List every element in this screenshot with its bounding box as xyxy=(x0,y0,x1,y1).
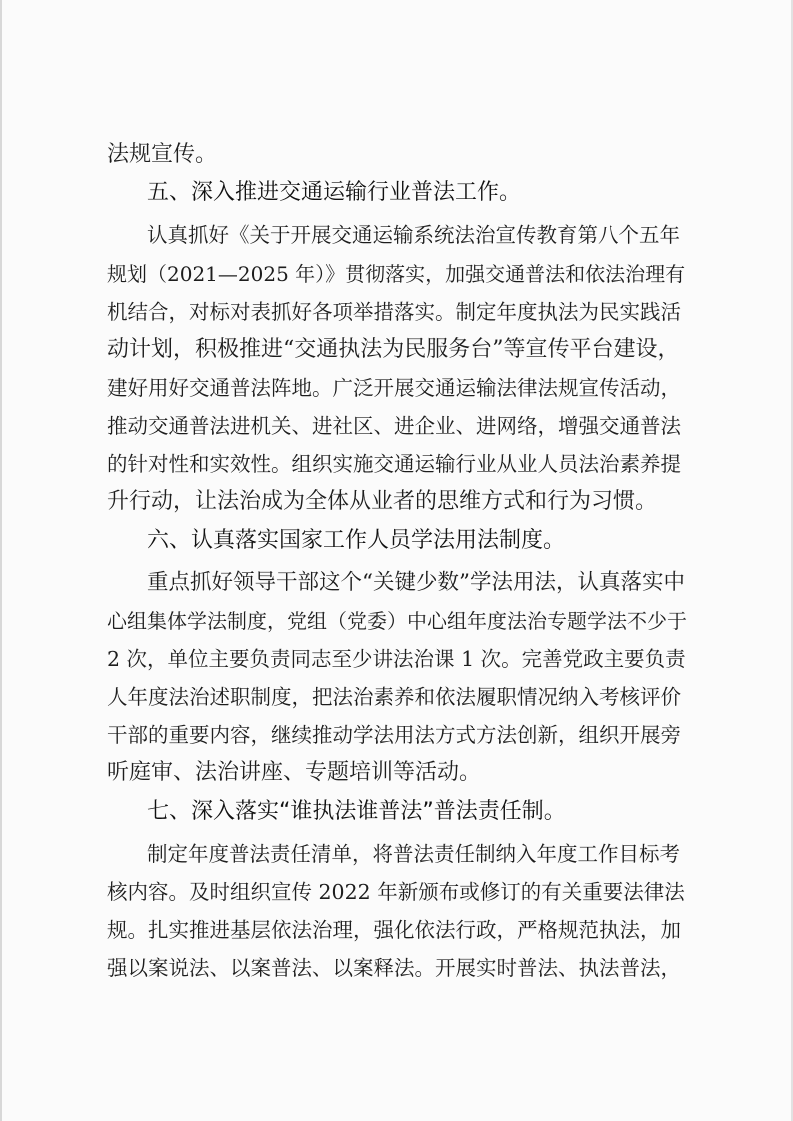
paragraph-line: 建好用好交通普法阵地。广泛开展交通运输法律法规宣传活动， xyxy=(107,376,681,400)
paragraph-line: 规。扎实推进基层依法治理，强化依法行政，严格规范执法，加 xyxy=(107,918,681,942)
paragraph-line: 听庭审、法治讲座、专题培训等活动。 xyxy=(107,760,482,785)
section-heading-7: 七、深入落实“谁执法谁普法”普法责任制。 xyxy=(147,799,566,824)
paragraph-line: 制定年度普法责任清单，将普法责任制纳入年度工作目标考 xyxy=(147,842,680,866)
paragraph-line: 推动交通普法进机关、进社区、进企业、进网络，增强交通普法 xyxy=(107,414,681,438)
paragraph-line: 心组集体学法制度，党组（党委）中心组年度法治专题学法不少于 xyxy=(107,609,687,633)
paragraph-line: 法规宣传。 xyxy=(107,142,218,167)
paragraph-line: 强以案说法、以案普法、以案释法。开展实时普法、执法普法， xyxy=(107,956,681,980)
section-heading-6: 六、认真落实国家工作人员学法用法制度。 xyxy=(147,528,566,553)
paragraph-line: 重点抓好领导干部这个“关键少数”学法用法，认真落实中 xyxy=(147,570,685,595)
paragraph-line: 机结合，对标对表抓好各项举措落实。制定年度执法为民实践活 xyxy=(107,300,681,324)
paragraph-line: 2 次，单位主要负责同志至少讲法治课 1 次。完善党政主要负责 xyxy=(107,647,686,671)
scan-edge-left xyxy=(0,0,2,1121)
paragraph-line: 人年度法治述职制度，把法治素养和依法履职情况纳入考核评价 xyxy=(107,685,681,709)
section-heading-5: 五、深入推进交通运输行业普法工作。 xyxy=(147,180,522,205)
paragraph-line: 认真抓好《关于开展交通运输系统法治宣传教育第八个五年 xyxy=(147,223,680,247)
paragraph-line: 规划（2021—2025 年）》贯彻落实，加强交通普法和依法治理有 xyxy=(107,262,686,286)
paragraph-line: 的针对性和实效性。组织实施交通运输行业从业人员法治素养提 xyxy=(107,452,681,476)
paragraph-line: 动计划，积极推进“交通执法为民服务台”等宣传平台建设， xyxy=(107,337,680,362)
paragraph-line: 干部的重要内容，继续推动学法用法方式方法创新，组织开展旁 xyxy=(107,723,681,747)
paragraph-line: 升行动，让法治成为全体从业者的思维方式和行为习惯。 xyxy=(107,489,658,514)
paragraph-line: 核内容。及时组织宣传 2022 年新颁布或修订的有关重要法律法 xyxy=(107,880,685,904)
